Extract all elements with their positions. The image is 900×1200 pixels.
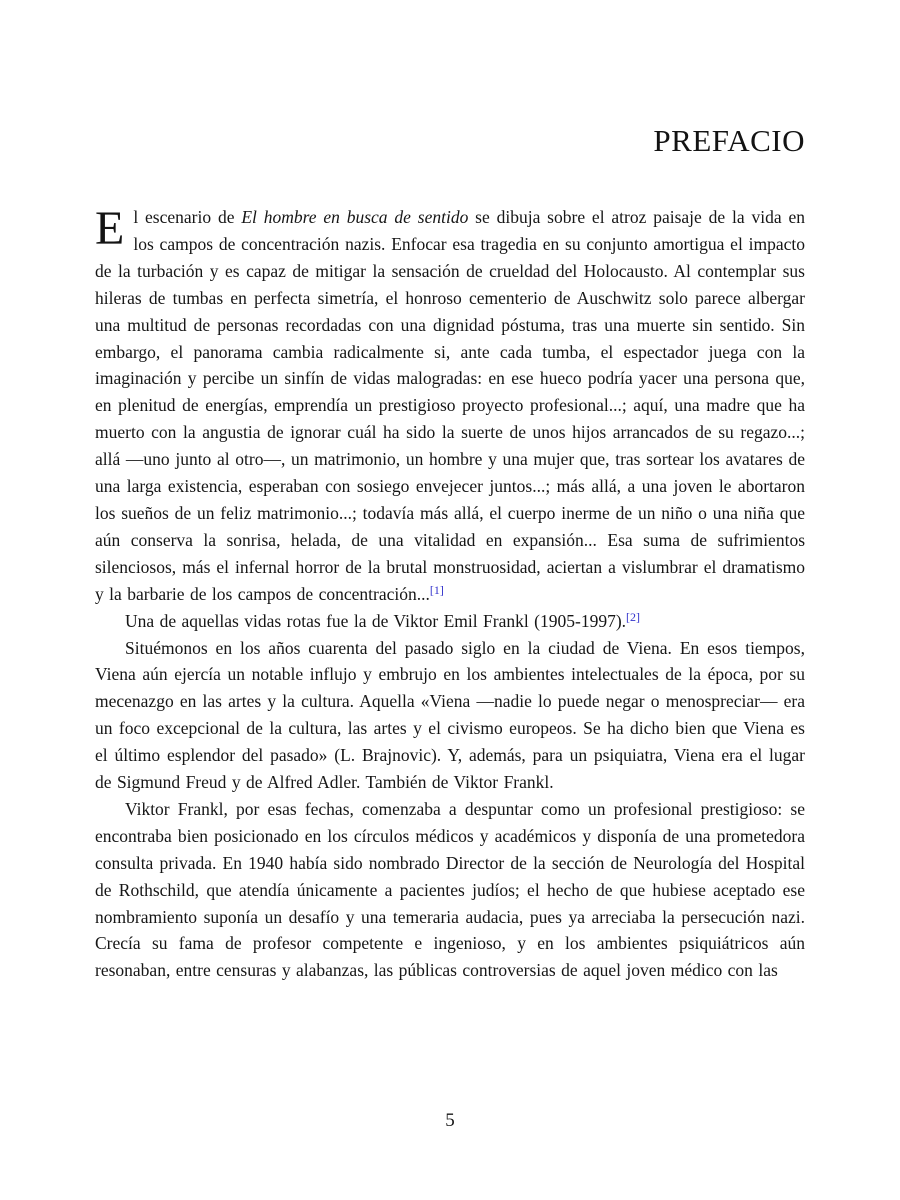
footnote-ref-1[interactable]: [1] xyxy=(429,582,444,597)
paragraph-4: Viktor Frankl, por esas fechas, comenzaba a despuntar como un profesional prestigioso: se encontraba bien posicionado en los círculos médicos y académicos y disponía de una prometedora consulta privada. En 1940 había sido nombrado Director de la sección de Neurología del Hospital de Rothschild, que atendía únicamente a pacientes judíos; el hecho de que hubiese aceptado ese nombramiento suponía un desafío y una temeraria audacia, pues ya arreciaba la persecución nazi. Crecía su fama de profesor competente e ingenioso, y en los ambientes psiquiátricos aún resonaban, entre censuras y alabanzas, las públicas controversias de aquel joven médico con las xyxy=(95,798,805,981)
footnote-ref-2[interactable]: [2] xyxy=(626,609,641,624)
paragraph-2-body: Una de aquellas vidas rotas fue la de Viktor Emil Frankl (1905-1997). xyxy=(125,610,627,631)
paragraph-2 xyxy=(95,608,805,635)
drop-cap: E xyxy=(95,202,125,255)
body-text xyxy=(95,204,805,984)
paragraph-1 xyxy=(95,204,805,608)
paragraph-3: Situémonos en los años cuarenta del pasado siglo en la ciudad de Viena. En esos tiempos, Viena aún ejercía un notable influjo y embrujo en los ambientes intelectuales de la época, por su mecenazgo en las artes y la cultura. Aquella «Viena —nadie lo puede negar o menospreciar— era un foco excepcional de la cultura, las artes y el civismo europeos. Se ha dicho bien que Viena es el último esplendor del pasado» (L. Brajnovic). Y, además, para un psiquiatra, Viena era el lugar de Sigmund Freud y de Alfred Adler. También de Viktor Frankl. xyxy=(95,637,805,793)
paragraph-1-body: se dibuja sobre el atroz paisaje de la vida en los campos de concentración nazis. Enfocar esa tragedia en su conjunto amortigua el impacto de la turbación y es capaz de mitigar la sensación de crueldad del Holocausto. Al contemplar sus hileras de tumbas en perfecta simetría, el honroso cementerio de Auschwitz solo parece albergar una multitud de personas recordadas con una dignidad póstuma, tras una muerte sin sentido. Sin embargo, el panorama cambia radicalmente si, ante cada tumba, el espectador juega con la imaginación y percibe un sinfín de vidas malogradas: en ese hueco podría yacer una persona que, en plenitud de energías, emprendía un prestigioso proyecto profesional...; aquí, una madre que ha muerto con la angustia de ignorar cuál ha sido la suerte de unos hijos arrancados de su regazo...; allá —uno junto al otro—, un matrimonio, un hombre y una mujer que, tras sortear los avatares de una larga existencia, esperaban con sosiego envejecer juntos...; más allá, a una joven le abortaron los sueños de un feliz matrimonio...; todavía más allá, el cuerpo inerme de un niño o una niña que aún conserva la sonrisa, helada, de una vitalidad en expansión... Esa suma de sufrimientos silenciosos, más el infernal horror de la brutal monstruosidad, aciertan a vislumbrar el dramatismo y la barbarie de los campos de concentración... xyxy=(95,207,805,604)
page-content xyxy=(95,0,805,984)
page-number: 5 xyxy=(445,1110,455,1131)
paragraph-1-lead: l escenario de xyxy=(133,207,242,227)
chapter-title: PREFACIO xyxy=(653,123,805,158)
book-title-italic: El hombre en busca de sentido xyxy=(241,207,469,227)
